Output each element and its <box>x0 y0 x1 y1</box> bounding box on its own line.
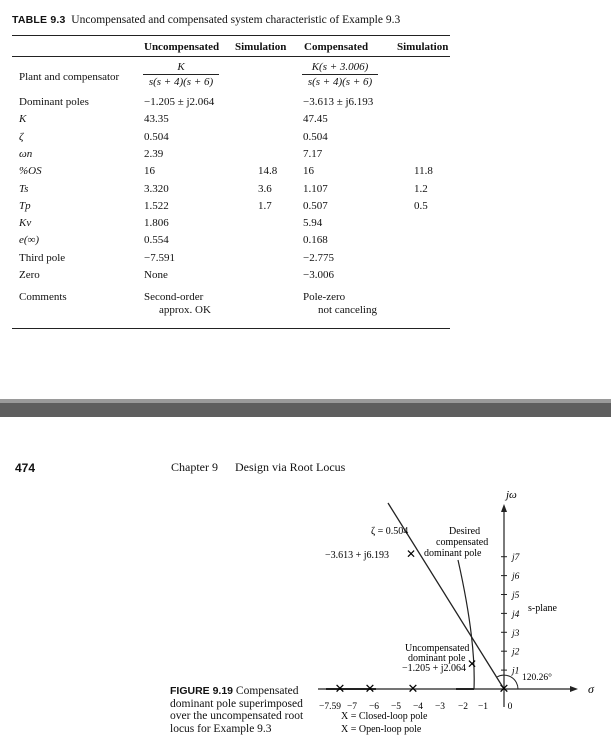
row-label: e(∞) <box>19 234 40 247</box>
sigma-tick-label: −6 <box>368 702 380 712</box>
jw-tick-label: j4 <box>512 609 520 620</box>
table-caption-label: TABLE 9.3 <box>12 14 66 26</box>
header-simulation-1: Simulation <box>235 41 287 53</box>
table-cell-uncomp: 43.35 <box>144 113 169 126</box>
angle-label: 120.26° <box>522 673 552 683</box>
table-cell-uncomp: 1.806 <box>144 217 169 230</box>
jw-tick-label: j6 <box>512 572 520 583</box>
row-label: Ts <box>19 182 29 195</box>
figure-caption <box>170 685 303 735</box>
table-cell-sim2: 1.2 <box>414 182 428 195</box>
table-cell-comp: −3.613 ± j6.193 <box>303 96 374 108</box>
page-number: 474 <box>15 461 36 475</box>
sigma-tick-label: −4 <box>412 702 424 712</box>
legend-closed-loop: X = Closed-loop pole <box>341 711 428 722</box>
closed-loop-pole-marker: ✕ <box>334 681 346 696</box>
figure-caption-line-1: Compensated <box>235 685 299 697</box>
jw-tick-label: j1 <box>512 666 520 677</box>
figure-caption-line-4: locus for Example 9.3 <box>170 722 272 735</box>
plant-comp-numerator: K(s + 3.006) <box>302 61 378 75</box>
table-cell-uncomp: −1.205 ± j2.064 <box>144 96 215 108</box>
jw-tick-label: j7 <box>512 553 520 564</box>
open-loop-pole-marker: ✕ <box>364 681 376 696</box>
comments-uncomp-line-1: Second-order <box>144 291 204 303</box>
open-loop-pole-marker: ✕ <box>498 681 510 696</box>
sigma-tick-label: −2 <box>457 702 469 712</box>
header-uncompensated: Uncompensated <box>144 41 220 53</box>
header-compensated: Compensated <box>304 41 369 53</box>
table-cell-comp: 5.94 <box>303 217 323 230</box>
desired-label-1: Desired <box>449 526 481 537</box>
comments-comp-line-2: not canceling <box>318 304 377 316</box>
jw-tick-label: j5 <box>512 591 520 601</box>
jw-tick-label: j2 <box>512 647 520 658</box>
sigma-label: σ <box>588 682 594 696</box>
table-cell-sim1: 1.7 <box>258 199 272 212</box>
row-label: Zero <box>19 269 40 281</box>
row-label: ζ <box>19 130 24 143</box>
table-cell-comp: −3.006 <box>303 269 334 281</box>
table-cell-sim1: 3.6 <box>258 182 272 195</box>
uncomp-label-2: dominant pole <box>408 653 466 664</box>
row-label: Third pole <box>19 251 66 264</box>
uncomp-label-1: Uncompensated <box>405 643 470 654</box>
comments-uncomp-line-2: approx. OK <box>159 304 211 316</box>
row-label: K <box>19 113 27 126</box>
figure-label: FIGURE 9.19 <box>170 685 234 697</box>
table-cell-uncomp: 0.504 <box>144 130 169 143</box>
jw-axis-arrow <box>501 504 507 512</box>
row-label: ωn <box>19 147 33 160</box>
sigma-tick-label: 0 <box>507 702 513 712</box>
sigma-tick-label: −7.59 <box>319 702 341 712</box>
comments-comp-line-1: Pole-zero <box>303 291 346 303</box>
figure-caption-line-2: dominant pole superimposed <box>170 697 303 710</box>
sigma-axis-arrow <box>570 686 578 692</box>
row-label-comments: Comments <box>19 291 67 303</box>
table-caption-text: Uncompensated and compensated system characteristic of Example 9.3 <box>71 14 401 26</box>
splane-label: s-plane <box>528 603 557 614</box>
table-cell-comp: 16 <box>303 165 314 178</box>
desired-label-3: dominant pole <box>424 548 482 559</box>
table-cell-uncomp: 1.522 <box>144 199 169 212</box>
row-label: Dominant poles <box>19 96 89 108</box>
table-cell-sim2: 11.8 <box>414 165 433 178</box>
plant-uncomp-numerator: K <box>143 61 219 75</box>
jw-label: jω <box>506 489 517 501</box>
table-cell-comp: 0.168 <box>303 234 328 247</box>
table-cell-comp: −2.775 <box>303 251 334 264</box>
chapter-title: Design via Root Locus <box>235 460 346 474</box>
sigma-tick-label: −1 <box>477 702 489 712</box>
table-cell-comp: 0.504 <box>303 130 328 143</box>
sigma-tick-label: −3 <box>434 702 446 712</box>
header-simulation-2: Simulation <box>397 41 449 53</box>
zeta-label: ζ = 0.504 <box>371 526 409 537</box>
figure-caption-line-3: over the uncompensated root <box>170 710 304 722</box>
uncomp-label-3: −1.205 + j2.064 <box>402 663 467 674</box>
desired-pole-marker: ✕ <box>405 547 417 561</box>
table-cell-comp: 47.45 <box>303 113 328 126</box>
table-cell-sim1: 14.8 <box>258 165 278 178</box>
plant-comp-denominator: s(s + 4)(s + 6) <box>307 76 373 88</box>
row-label-plant: Plant and compensator <box>19 71 120 83</box>
table-cell-uncomp: −7.591 <box>144 251 175 264</box>
chapter-label: Chapter 9 <box>171 460 218 474</box>
row-label: Kv <box>19 217 32 230</box>
uncomp-pole-marker: ✕ <box>466 657 478 671</box>
sigma-tick-label: −5 <box>390 702 402 712</box>
jw-tick-label: j3 <box>512 628 520 639</box>
table-cell-uncomp: 0.554 <box>144 234 169 247</box>
table-cell-comp: 1.107 <box>303 182 328 195</box>
sigma-tick-label: −7 <box>346 702 358 712</box>
row-label: Tp <box>19 199 31 212</box>
table-cell-uncomp: 3.320 <box>144 182 169 195</box>
desired-point-label: −3.613 + j6.193 <box>325 550 390 561</box>
table-cell-uncomp: 16 <box>144 165 155 178</box>
table-cell-uncomp: 2.39 <box>144 147 164 160</box>
table-cell-comp: 0.507 <box>303 199 328 212</box>
open-loop-pole-marker: ✕ <box>407 681 419 696</box>
table-cell-uncomp: None <box>144 269 168 281</box>
plant-uncomp-denominator: s(s + 4)(s + 6) <box>148 76 214 88</box>
table-cell-sim2: 0.5 <box>414 199 428 212</box>
desired-label-2: compensated <box>436 537 489 548</box>
row-label: %OS <box>19 165 42 178</box>
table-cell-comp: 7.17 <box>303 147 323 160</box>
legend-open-loop: X = Open-loop pole <box>341 724 422 735</box>
